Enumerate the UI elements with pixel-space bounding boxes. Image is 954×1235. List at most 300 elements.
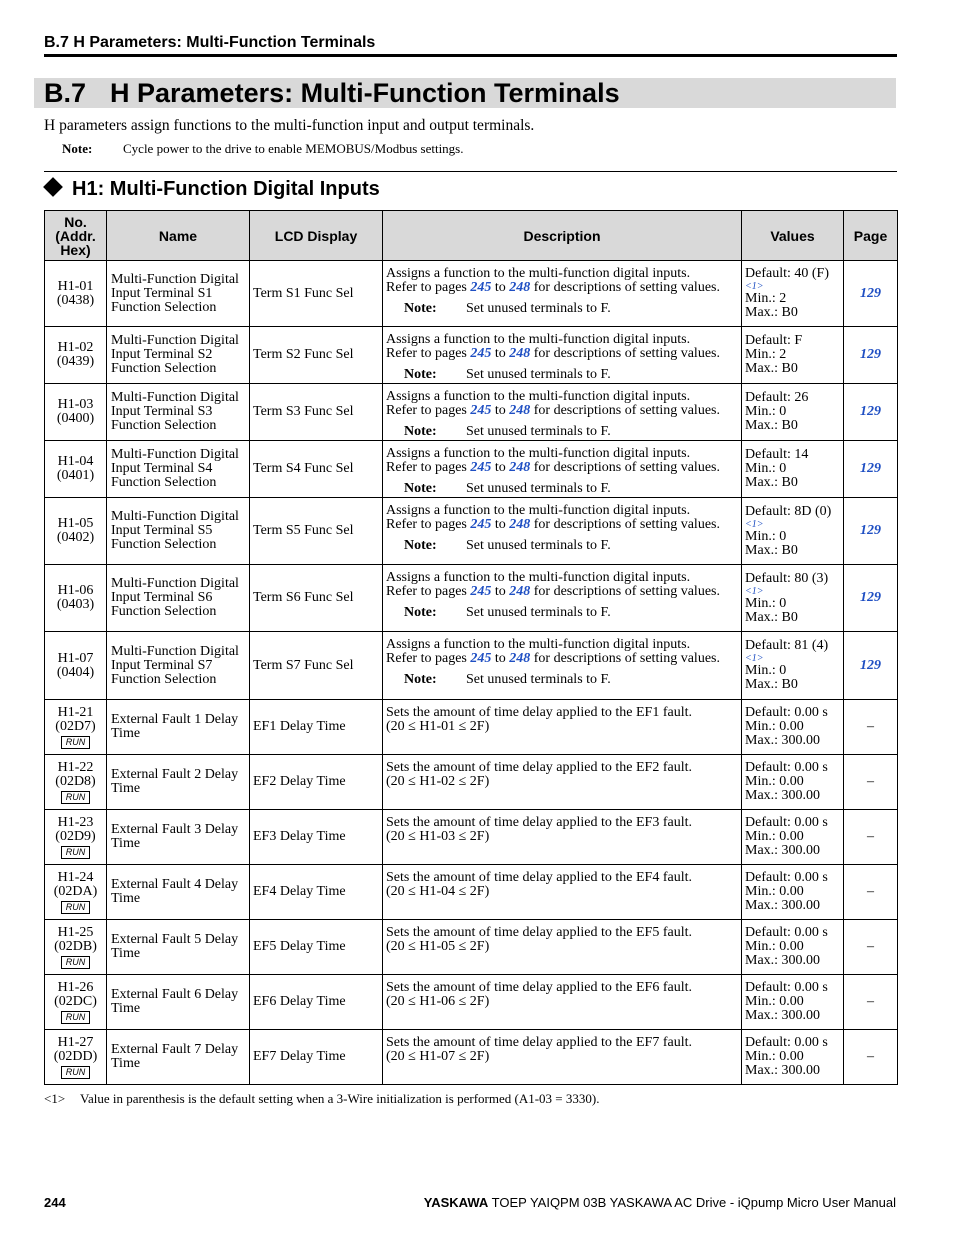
desc-text: for descriptions of setting values. xyxy=(530,460,720,475)
name-line: Input Terminal S2 xyxy=(111,347,213,362)
name-line: Function Selection xyxy=(111,537,217,552)
cell-values xyxy=(742,498,844,565)
page-none: – xyxy=(867,1049,874,1064)
desc-note xyxy=(404,368,738,382)
page-ref-link[interactable]: 245 xyxy=(470,584,492,599)
cell-lcd-display: Term S5 Func Sel xyxy=(250,498,383,565)
cell-param-no xyxy=(45,565,107,632)
cell-param-no xyxy=(45,441,107,498)
cell-values xyxy=(742,1030,844,1085)
name-line: External Fault 3 Delay xyxy=(111,822,239,837)
param-address: (0438) xyxy=(56,292,95,308)
table-row xyxy=(45,498,898,565)
cell-page xyxy=(844,261,898,327)
name-line: Multi-Function Digital xyxy=(111,390,239,405)
table-row xyxy=(45,700,898,755)
page-ref-link[interactable]: 245 xyxy=(470,651,492,666)
cell-name xyxy=(107,755,250,810)
name-line: External Fault 5 Delay xyxy=(111,932,239,947)
cell-name xyxy=(107,700,250,755)
default-value: Default: F xyxy=(745,333,803,348)
desc-line-2: (20 ≤ H1-02 ≤ 2F) xyxy=(386,774,490,789)
table-row xyxy=(45,755,898,810)
desc-line-1: Assigns a function to the multi-function digital inputs. xyxy=(386,332,691,347)
page-none: – xyxy=(867,829,874,844)
param-address: (0439) xyxy=(56,354,95,369)
footer-title xyxy=(424,1195,896,1210)
cell-values xyxy=(742,810,844,865)
desc-note xyxy=(404,539,738,553)
name-line: Multi-Function Digital xyxy=(111,447,239,462)
param-number: H1-24 xyxy=(57,869,94,885)
desc-note xyxy=(404,673,738,687)
cell-param-no xyxy=(45,755,107,810)
desc-text: for descriptions of setting values. xyxy=(530,403,720,418)
min-value: Min.: 0 xyxy=(745,461,787,476)
name-line: External Fault 4 Delay xyxy=(111,877,239,892)
default-value: Default: 14 xyxy=(745,447,809,462)
table-row xyxy=(45,920,898,975)
max-value: Max.: 300.00 xyxy=(745,1008,821,1023)
name-line: Input Terminal S1 xyxy=(111,285,213,301)
table-row xyxy=(45,810,898,865)
desc-note-text: Set unused terminals to F. xyxy=(466,481,611,496)
cell-values xyxy=(742,865,844,920)
min-value: Min.: 0 xyxy=(745,528,787,544)
cell-page xyxy=(844,498,898,565)
cell-description xyxy=(383,632,742,700)
page-link[interactable]: 129 xyxy=(860,590,881,605)
name-line: External Fault 2 Delay xyxy=(111,767,239,782)
page-link[interactable]: 129 xyxy=(860,657,881,673)
default-value: Default: 0.00 s xyxy=(745,925,828,940)
min-value: Min.: 0 xyxy=(745,595,787,611)
run-badge: RUN xyxy=(61,736,91,749)
cell-description xyxy=(383,755,742,810)
cell-page xyxy=(844,700,898,755)
page-none: – xyxy=(867,774,874,789)
page-ref-link[interactable]: 248 xyxy=(509,280,531,295)
page-ref-link[interactable]: 245 xyxy=(470,460,492,475)
param-address: (02DA) xyxy=(53,883,98,899)
default-value: Default: 0.00 s xyxy=(745,1035,828,1050)
param-address: (0403) xyxy=(56,597,95,612)
cell-page xyxy=(844,565,898,632)
default-value: Default: 0.00 s xyxy=(745,705,828,720)
name-line: Time xyxy=(111,946,141,961)
run-badge: RUN xyxy=(61,1066,91,1079)
param-address: (0400) xyxy=(56,411,95,426)
name-line: Time xyxy=(111,891,141,906)
desc-note-label: Note: xyxy=(404,301,437,316)
page-ref-link[interactable]: 248 xyxy=(509,517,531,532)
default-value: Default: 8D (0) xyxy=(745,503,832,519)
section-note xyxy=(62,141,464,157)
footnote-ref-link[interactable]: <1> xyxy=(745,653,764,664)
cell-values xyxy=(742,700,844,755)
table-row xyxy=(45,384,898,441)
cell-description xyxy=(383,261,742,327)
page-ref-link[interactable]: 245 xyxy=(470,280,492,295)
cell-page xyxy=(844,810,898,865)
cell-param-no xyxy=(45,327,107,384)
min-value: Min.: 0.00 xyxy=(745,829,804,844)
page-ref-link[interactable]: 245 xyxy=(470,403,492,418)
cell-lcd-display: EF6 Delay Time xyxy=(250,975,383,1030)
desc-note-text: Set unused terminals to F. xyxy=(466,672,611,687)
cell-description xyxy=(383,1030,742,1085)
cell-description xyxy=(383,865,742,920)
cell-name xyxy=(107,327,250,384)
cell-values xyxy=(742,755,844,810)
param-number: H1-07 xyxy=(57,650,94,666)
table-row xyxy=(45,441,898,498)
desc-text: to xyxy=(491,346,510,361)
param-number: H1-05 xyxy=(57,516,94,531)
param-address: (02D8) xyxy=(55,773,96,789)
cell-param-no xyxy=(45,1030,107,1085)
name-line: Input Terminal S6 xyxy=(111,590,213,605)
desc-text: Refer to pages xyxy=(386,346,471,361)
page-ref-link[interactable]: 245 xyxy=(470,346,492,361)
desc-note-label: Note: xyxy=(404,481,437,496)
header-values: Values xyxy=(742,211,844,261)
desc-note-label: Note: xyxy=(404,424,437,439)
desc-note-label: Note: xyxy=(404,538,437,553)
default-value: Default: 0.00 s xyxy=(745,870,828,885)
cell-param-no xyxy=(45,975,107,1030)
min-value: Min.: 0.00 xyxy=(745,774,804,789)
cell-lcd-display: Term S2 Func Sel xyxy=(250,327,383,384)
run-badge: RUN xyxy=(61,956,91,969)
desc-text: to xyxy=(491,403,510,418)
name-line: Time xyxy=(111,1001,141,1016)
min-value: Min.: 2 xyxy=(745,291,787,306)
cell-values xyxy=(742,975,844,1030)
desc-line-1: Assigns a function to the multi-function digital inputs. xyxy=(386,503,691,518)
desc-text: Refer to pages xyxy=(386,584,471,599)
desc-line-1: Sets the amount of time delay applied to the EF4 fault. xyxy=(386,870,692,885)
cell-name xyxy=(107,1030,250,1085)
name-line: Time xyxy=(111,781,141,796)
desc-note-label: Note: xyxy=(404,672,437,687)
subsection-title: H1: Multi-Function Digital Inputs xyxy=(72,178,380,200)
section-number: B.7 xyxy=(44,78,87,108)
header-page: Page xyxy=(844,211,898,261)
name-line: Multi-Function Digital xyxy=(111,643,239,659)
min-value: Min.: 0.00 xyxy=(745,884,804,899)
cell-lcd-display: Term S7 Func Sel xyxy=(250,632,383,700)
table-row xyxy=(45,975,898,1030)
name-line: Input Terminal S5 xyxy=(111,523,213,538)
max-value: Max.: 300.00 xyxy=(745,733,821,748)
desc-text: Refer to pages xyxy=(386,280,471,295)
max-value: Max.: 300.00 xyxy=(745,843,821,858)
cell-description xyxy=(383,975,742,1030)
page-none: – xyxy=(867,994,874,1009)
desc-text: Refer to pages xyxy=(386,651,471,666)
desc-line-2 xyxy=(386,461,738,475)
intro-text: H parameters assign functions to the multi-function input and output terminals. xyxy=(44,117,535,134)
cell-description xyxy=(383,565,742,632)
page-ref-link[interactable]: 248 xyxy=(509,460,531,475)
page-link[interactable]: 129 xyxy=(860,461,881,476)
cell-page xyxy=(844,1030,898,1085)
name-line: External Fault 7 Delay xyxy=(111,1042,239,1057)
name-line: Function Selection xyxy=(111,418,217,433)
param-number: H1-21 xyxy=(57,704,94,720)
desc-line-2: (20 ≤ H1-07 ≤ 2F) xyxy=(386,1049,490,1064)
footnote-text: Value in parenthesis is the default setting when a 3-Wire initialization is performed (A1-03 = 3330). xyxy=(80,1091,600,1106)
page-ref-link[interactable]: 245 xyxy=(470,517,492,532)
section-divider xyxy=(44,171,897,172)
desc-text: for descriptions of setting values. xyxy=(530,651,720,666)
desc-text: Refer to pages xyxy=(386,403,471,418)
name-line: Input Terminal S4 xyxy=(111,461,213,476)
desc-note xyxy=(404,482,738,496)
table-header-row xyxy=(45,211,898,261)
param-address: (02DD) xyxy=(53,1048,98,1064)
param-number: H1-27 xyxy=(57,1034,94,1050)
desc-text: for descriptions of setting values. xyxy=(530,584,720,599)
header-name: Name xyxy=(107,211,250,261)
cell-page xyxy=(844,441,898,498)
table-row xyxy=(45,261,898,327)
page-link[interactable]: 129 xyxy=(860,285,881,301)
cell-name xyxy=(107,975,250,1030)
name-line: Multi-Function Digital xyxy=(111,576,239,591)
table-row xyxy=(45,327,898,384)
min-value: Min.: 0.00 xyxy=(745,1049,804,1064)
cell-description xyxy=(383,441,742,498)
footer-brand: YASKAWA xyxy=(423,1195,489,1210)
cell-description xyxy=(383,384,742,441)
param-number: H1-02 xyxy=(57,340,94,355)
page-link[interactable]: 129 xyxy=(860,347,881,362)
cell-param-no xyxy=(45,261,107,327)
name-line: Function Selection xyxy=(111,361,217,376)
cell-param-no xyxy=(45,810,107,865)
table-row xyxy=(45,1030,898,1085)
param-address: (0402) xyxy=(56,530,95,545)
min-value: Min.: 0.00 xyxy=(745,994,804,1009)
desc-line-2: (20 ≤ H1-04 ≤ 2F) xyxy=(386,884,490,899)
table-body xyxy=(45,261,898,1085)
desc-line-2 xyxy=(386,347,738,361)
cell-name xyxy=(107,632,250,700)
name-line: Time xyxy=(111,836,141,851)
cell-values xyxy=(742,327,844,384)
max-value: Max.: B0 xyxy=(745,361,798,376)
cell-values xyxy=(742,565,844,632)
name-line: Multi-Function Digital xyxy=(111,509,239,524)
param-number: H1-26 xyxy=(57,979,94,995)
name-line: Function Selection xyxy=(111,475,217,490)
name-line: Time xyxy=(111,726,141,741)
desc-line-2 xyxy=(386,404,738,418)
footnote-ref-link[interactable]: <1> xyxy=(745,585,764,597)
page-none: – xyxy=(867,719,874,734)
desc-note xyxy=(404,606,738,620)
param-address: (0401) xyxy=(56,468,95,483)
name-line: Input Terminal S3 xyxy=(111,404,213,419)
desc-text: for descriptions of setting values. xyxy=(530,346,720,361)
footnote-ref-link[interactable]: <1> xyxy=(745,518,764,530)
cell-lcd-display: Term S4 Func Sel xyxy=(250,441,383,498)
default-value: Default: 81 (4) xyxy=(745,638,829,653)
footnote-ref-link[interactable]: <1> xyxy=(745,281,764,292)
cell-name xyxy=(107,498,250,565)
table-row xyxy=(45,865,898,920)
cell-page xyxy=(844,384,898,441)
run-badge: RUN xyxy=(61,791,91,804)
desc-line-2 xyxy=(386,652,738,666)
cell-page xyxy=(844,975,898,1030)
desc-line-1: Sets the amount of time delay applied to the EF1 fault. xyxy=(386,705,692,720)
param-number: H1-06 xyxy=(57,583,94,598)
cell-values xyxy=(742,920,844,975)
page-ref-link[interactable]: 248 xyxy=(509,651,531,666)
cell-name xyxy=(107,810,250,865)
cell-lcd-display: EF2 Delay Time xyxy=(250,755,383,810)
desc-note-text: Set unused terminals to F. xyxy=(466,424,611,439)
section-title-text: H Parameters: Multi-Function Terminals xyxy=(110,78,620,108)
cell-lcd-display: Term S6 Func Sel xyxy=(250,565,383,632)
cell-lcd-display: EF3 Delay Time xyxy=(250,810,383,865)
name-line: Function Selection xyxy=(111,671,217,687)
cell-description xyxy=(383,810,742,865)
min-value: Min.: 0.00 xyxy=(745,719,804,734)
cell-page xyxy=(844,920,898,975)
page-none: – xyxy=(867,939,874,954)
min-value: Min.: 2 xyxy=(745,347,787,362)
cell-lcd-display: Term S3 Func Sel xyxy=(250,384,383,441)
footer-manual-title: TOEP YAIQPM 03B YASKAWA AC Drive - iQpump Micro User Manual xyxy=(488,1195,896,1210)
footnote-mark: <1> xyxy=(44,1091,66,1106)
page-ref-link[interactable]: 248 xyxy=(509,584,531,599)
desc-note-text: Set unused terminals to F. xyxy=(466,605,611,620)
cell-param-no xyxy=(45,865,107,920)
min-value: Min.: 0 xyxy=(745,663,787,678)
table-row xyxy=(45,565,898,632)
desc-line-2: (20 ≤ H1-05 ≤ 2F) xyxy=(386,939,490,954)
param-address: (02DB) xyxy=(54,938,97,954)
run-badge: RUN xyxy=(61,901,91,914)
desc-text: for descriptions of setting values. xyxy=(530,517,720,532)
cell-description xyxy=(383,920,742,975)
cell-lcd-display: EF4 Delay Time xyxy=(250,865,383,920)
max-value: Max.: 300.00 xyxy=(745,1063,821,1078)
table-row xyxy=(45,632,898,700)
desc-line-1: Assigns a function to the multi-function digital inputs. xyxy=(386,570,691,585)
default-value: Default: 0.00 s xyxy=(745,980,828,995)
desc-text: to xyxy=(491,280,510,295)
desc-text: Refer to pages xyxy=(386,517,471,532)
cell-param-no xyxy=(45,498,107,565)
cell-name xyxy=(107,441,250,498)
header-no-line: Hex) xyxy=(60,241,91,258)
desc-note xyxy=(404,425,738,439)
desc-text: Refer to pages xyxy=(386,460,471,475)
name-line: External Fault 6 Delay xyxy=(111,987,239,1002)
page-ref-link[interactable]: 248 xyxy=(509,346,531,361)
page-ref-link[interactable]: 248 xyxy=(509,403,531,418)
desc-line-1: Assigns a function to the multi-function digital inputs. xyxy=(386,446,691,461)
desc-line-1: Assigns a function to the multi-function digital inputs. xyxy=(386,389,691,404)
cell-param-no xyxy=(45,384,107,441)
cell-lcd-display: Term S1 Func Sel xyxy=(250,261,383,327)
desc-line-2 xyxy=(386,585,738,599)
param-address: (02D7) xyxy=(55,718,96,734)
cell-param-no xyxy=(45,632,107,700)
default-value: Default: 0.00 s xyxy=(745,815,828,830)
footnote xyxy=(44,1091,599,1107)
param-number: H1-23 xyxy=(57,814,94,830)
name-line: Time xyxy=(111,1056,141,1071)
default-value: Default: 40 (F) xyxy=(745,266,829,281)
min-value: Min.: 0.00 xyxy=(745,939,804,954)
max-value: Max.: B0 xyxy=(745,542,798,558)
param-address: (02DC) xyxy=(54,993,97,1009)
desc-line-2 xyxy=(386,281,738,295)
desc-line-1: Sets the amount of time delay applied to the EF5 fault. xyxy=(386,925,692,940)
desc-line-1: Sets the amount of time delay applied to the EF2 fault. xyxy=(386,760,692,775)
param-number: H1-04 xyxy=(57,454,94,469)
max-value: Max.: B0 xyxy=(745,305,798,320)
name-line: External Fault 1 Delay xyxy=(111,712,239,727)
page-link[interactable]: 129 xyxy=(860,404,881,419)
cell-name xyxy=(107,261,250,327)
subsection-heading xyxy=(44,176,380,202)
default-value: Default: 0.00 s xyxy=(745,760,828,775)
desc-text: to xyxy=(491,460,510,475)
header-no-line: No. xyxy=(64,213,87,230)
header-rule xyxy=(44,54,897,57)
desc-text: for descriptions of setting values. xyxy=(530,280,720,295)
name-line: Input Terminal S7 xyxy=(111,657,213,673)
header-lcd: LCD Display xyxy=(250,211,383,261)
max-value: Max.: B0 xyxy=(745,609,798,625)
cell-lcd-display: EF5 Delay Time xyxy=(250,920,383,975)
page-link[interactable]: 129 xyxy=(860,523,881,538)
cell-name xyxy=(107,565,250,632)
desc-line-2 xyxy=(386,518,738,532)
max-value: Max.: 300.00 xyxy=(745,898,821,913)
cell-name xyxy=(107,920,250,975)
cell-page xyxy=(844,632,898,700)
cell-values xyxy=(742,384,844,441)
max-value: Max.: 300.00 xyxy=(745,788,821,803)
desc-line-2: (20 ≤ H1-03 ≤ 2F) xyxy=(386,829,490,844)
param-address: (0404) xyxy=(56,664,95,680)
desc-note-label: Note: xyxy=(404,605,437,620)
desc-line-1: Assigns a function to the multi-function digital inputs. xyxy=(386,637,691,652)
desc-note-label: Note: xyxy=(404,367,437,382)
diamond-icon xyxy=(43,177,63,197)
param-number: H1-03 xyxy=(57,397,94,412)
run-badge: RUN xyxy=(61,1011,91,1024)
header-no-line: (Addr. xyxy=(55,227,96,244)
desc-note-text: Set unused terminals to F. xyxy=(466,367,611,382)
max-value: Max.: B0 xyxy=(745,677,798,692)
desc-line-1: Sets the amount of time delay applied to the EF3 fault. xyxy=(386,815,692,830)
name-line: Multi-Function Digital xyxy=(111,271,239,287)
cell-page xyxy=(844,327,898,384)
cell-name xyxy=(107,865,250,920)
page-number: 244 xyxy=(44,1195,66,1210)
name-line: Multi-Function Digital xyxy=(111,333,239,348)
min-value: Min.: 0 xyxy=(745,404,787,419)
